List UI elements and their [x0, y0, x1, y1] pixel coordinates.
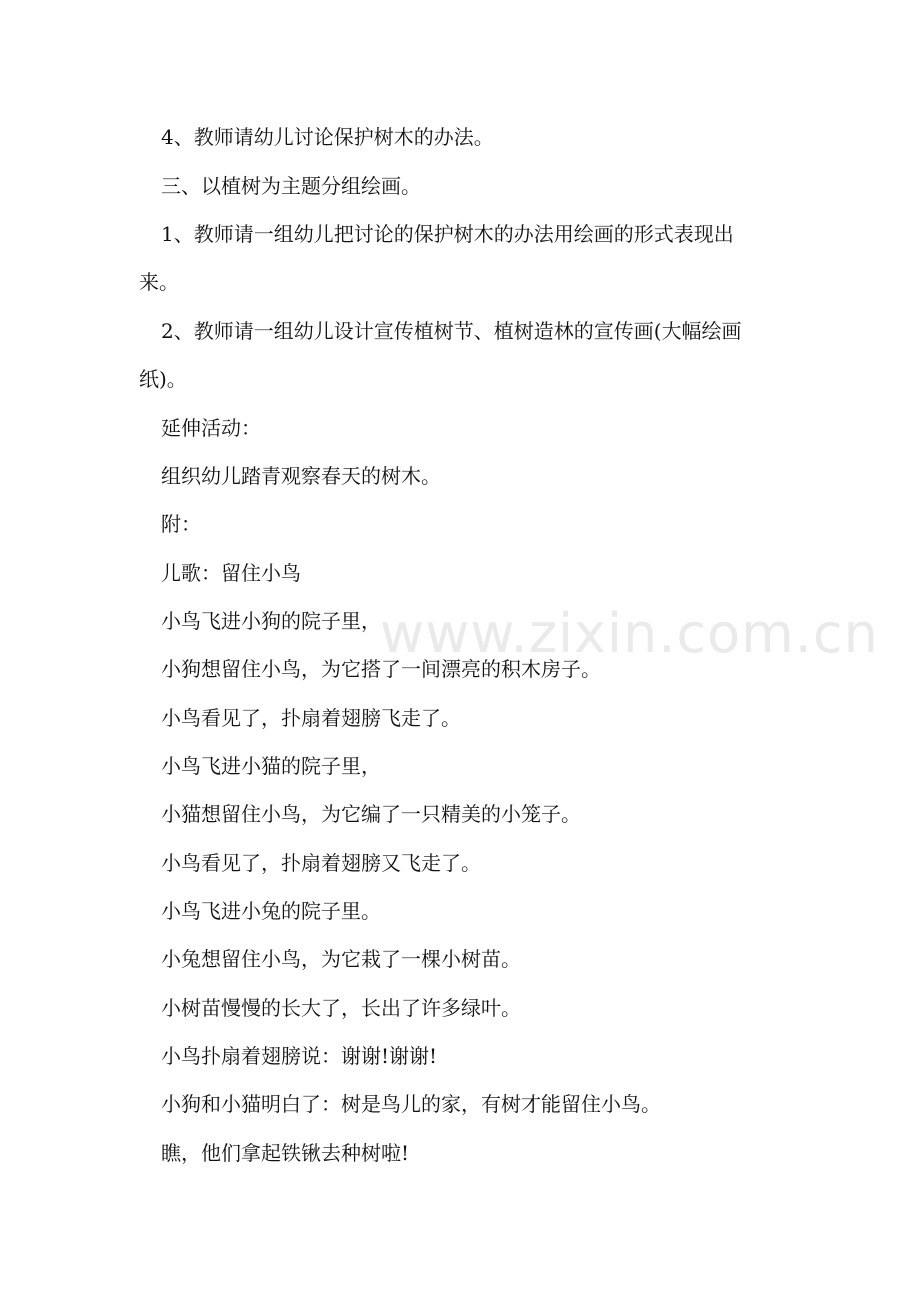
poem-line: 小兔想留住小鸟，为它栽了一棵小树苗。: [161, 947, 521, 971]
poem-line: 小鸟看见了，扑扇着翅膀又飞走了。: [161, 851, 481, 875]
poem-line: 小鸟看见了，扑扇着翅膀飞走了。: [161, 706, 461, 730]
paragraph-line: 4、教师请幼儿讨论保护树木的办法。: [161, 125, 494, 149]
paragraph-line: 来。: [139, 270, 179, 294]
poem-line: 小树苗慢慢的长大了，长出了许多绿叶。: [161, 996, 521, 1020]
section-heading: 附：: [161, 512, 201, 536]
paragraph-line: 纸)。: [139, 367, 187, 391]
poem-line: 小狗和小猫明白了：树是鸟儿的家，有树才能留住小鸟。: [161, 1092, 661, 1116]
poem-line: 小狗想留住小鸟，为它搭了一间漂亮的积木房子。: [161, 657, 601, 681]
paragraph-line: 2、教师请一组幼儿设计宣传植树节、植树造林的宣传画(大幅绘画: [161, 319, 742, 343]
poem-line: 小鸟飞进小狗的院子里，: [161, 609, 381, 633]
poem-line: 小鸟扑扇着翅膀说：谢谢!谢谢!: [161, 1044, 438, 1068]
watermark: www.zixin.com.cn: [380, 602, 879, 665]
section-heading: 延伸活动：: [161, 416, 261, 440]
section-heading: 三、以植树为主题分组绘画。: [161, 174, 421, 198]
poem-line: 瞧，他们拿起铁锹去种树啦!: [161, 1141, 410, 1165]
paragraph-line: 组织幼儿踏青观察春天的树木。: [161, 464, 441, 488]
poem-line: 小鸟飞进小猫的院子里，: [161, 754, 381, 778]
paragraph-line: 1、教师请一组幼儿把讨论的保护树木的办法用绘画的形式表现出: [161, 222, 734, 246]
poem-line: 小猫想留住小鸟，为它编了一只精美的小笼子。: [161, 802, 581, 826]
poem-line: 小鸟飞进小兔的院子里。: [161, 899, 381, 923]
poem-title: 儿歌：留住小鸟: [161, 561, 301, 585]
